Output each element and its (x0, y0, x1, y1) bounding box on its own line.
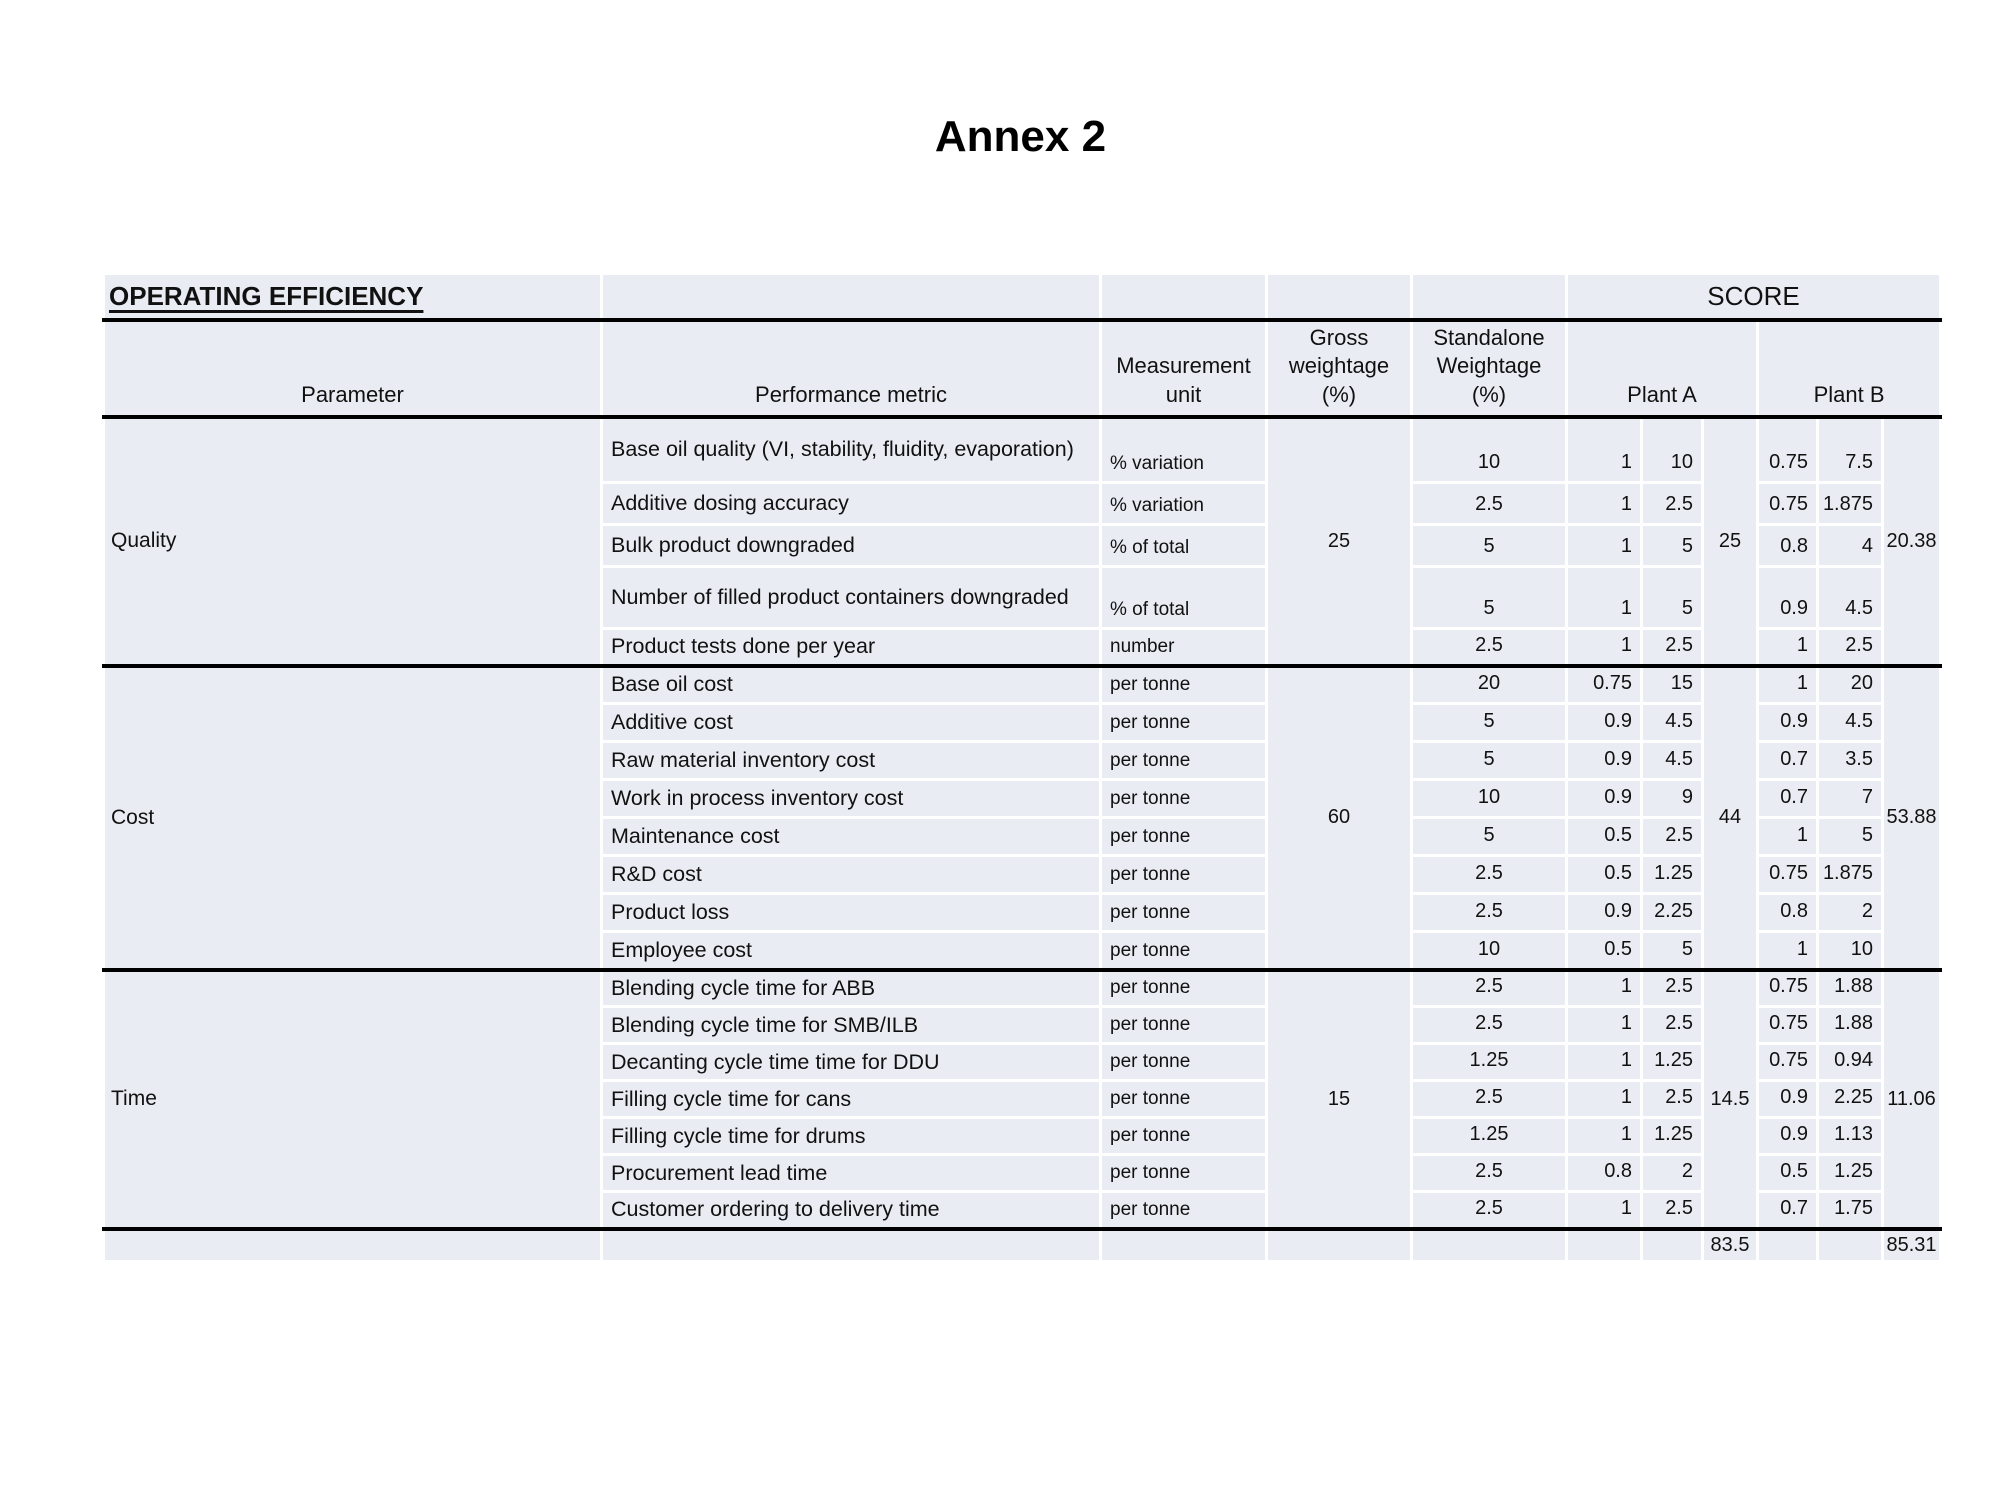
plant-b-score-cell: 2 (1818, 894, 1883, 932)
gross-weightage-cell: 60 (1267, 666, 1412, 970)
empty-cell (1758, 1229, 1818, 1262)
plant-a-score-cell: 4.5 (1642, 742, 1703, 780)
plant-a-rating-cell: 1 (1567, 1192, 1642, 1229)
standalone-weightage-cell: 10 (1412, 932, 1567, 970)
parameter-group-cell: Quality (104, 417, 602, 666)
plant-b-score-cell: 1.75 (1818, 1192, 1883, 1229)
plant-a-score-cell: 2.5 (1642, 970, 1703, 1007)
empty-cell (1267, 274, 1412, 320)
parameter-group-cell: Cost (104, 666, 602, 970)
parameter-group-cell: Time (104, 970, 602, 1229)
plant-a-subtotal-cell: 14.5 (1703, 970, 1758, 1229)
performance-metric-cell: Additive cost (602, 704, 1101, 742)
table-row (104, 970, 1941, 1007)
col-header-parameter: Parameter (104, 320, 602, 417)
table-header-row (104, 320, 1941, 417)
performance-metric-cell: Decanting cycle time time for DDU (602, 1044, 1101, 1081)
empty-cell (1101, 1229, 1267, 1262)
plant-a-rating-cell: 0.9 (1567, 780, 1642, 818)
measurement-unit-cell: % variation (1101, 483, 1267, 525)
plant-a-rating-cell: 0.5 (1567, 856, 1642, 894)
plant-b-rating-cell: 1 (1758, 629, 1818, 666)
plant-a-score-cell: 2 (1642, 1155, 1703, 1192)
measurement-unit-cell: per tonne (1101, 1192, 1267, 1229)
standalone-weightage-cell: 2.5 (1412, 1007, 1567, 1044)
plant-b-score-cell: 2.5 (1818, 629, 1883, 666)
plant-a-rating-cell: 0.9 (1567, 742, 1642, 780)
measurement-unit-cell: per tonne (1101, 742, 1267, 780)
plant-b-subtotal-cell: 20.38 (1883, 417, 1941, 666)
plant-b-score-cell: 1.875 (1818, 856, 1883, 894)
plant-b-rating-cell: 0.9 (1758, 567, 1818, 629)
plant-b-subtotal-cell: 11.06 (1883, 970, 1941, 1229)
score-table (102, 272, 1942, 1263)
col-header-gross-weightage: Gross weightage (%) (1267, 320, 1412, 417)
measurement-unit-cell: per tonne (1101, 1155, 1267, 1192)
plant-a-score-cell: 15 (1642, 666, 1703, 704)
plant-b-score-cell: 1.25 (1818, 1155, 1883, 1192)
plant-b-rating-cell: 0.75 (1758, 483, 1818, 525)
performance-metric-cell: Blending cycle time for ABB (602, 970, 1101, 1007)
score-heading: SCORE (1567, 274, 1941, 320)
empty-cell (1642, 1229, 1703, 1262)
plant-b-score-cell: 7.5 (1818, 417, 1883, 483)
plant-a-score-cell: 2.5 (1642, 629, 1703, 666)
plant-b-score-cell: 2.25 (1818, 1081, 1883, 1118)
plant-a-score-cell: 2.5 (1642, 1081, 1703, 1118)
standalone-weightage-cell: 2.5 (1412, 1155, 1567, 1192)
measurement-unit-cell: number (1101, 629, 1267, 666)
standalone-weightage-cell: 10 (1412, 417, 1567, 483)
plant-a-rating-cell: 1 (1567, 1081, 1642, 1118)
plant-b-rating-cell: 0.9 (1758, 1118, 1818, 1155)
standalone-weightage-cell: 2.5 (1412, 1192, 1567, 1229)
plant-b-rating-cell: 0.75 (1758, 970, 1818, 1007)
plant-b-score-cell: 4.5 (1818, 567, 1883, 629)
performance-metric-cell: Filling cycle time for cans (602, 1081, 1101, 1118)
plant-a-rating-cell: 0.8 (1567, 1155, 1642, 1192)
plant-b-score-cell: 1.875 (1818, 483, 1883, 525)
plant-b-rating-cell: 0.75 (1758, 1044, 1818, 1081)
standalone-weightage-cell: 5 (1412, 742, 1567, 780)
performance-metric-cell: Base oil cost (602, 666, 1101, 704)
col-header-standalone-weightage: Standalone Weightage (%) (1412, 320, 1567, 417)
plant-a-rating-cell: 0.75 (1567, 666, 1642, 704)
measurement-unit-cell: per tonne (1101, 704, 1267, 742)
measurement-unit-cell: per tonne (1101, 666, 1267, 704)
plant-a-subtotal-cell: 44 (1703, 666, 1758, 970)
plant-a-score-cell: 10 (1642, 417, 1703, 483)
plant-a-grand-total: 83.5 (1703, 1229, 1758, 1262)
empty-cell (1567, 1229, 1642, 1262)
empty-cell (602, 274, 1101, 320)
measurement-unit-cell: per tonne (1101, 780, 1267, 818)
plant-a-score-cell: 1.25 (1642, 1044, 1703, 1081)
plant-b-rating-cell: 1 (1758, 932, 1818, 970)
table-row (104, 666, 1941, 704)
measurement-unit-cell: per tonne (1101, 1007, 1267, 1044)
plant-b-score-cell: 10 (1818, 932, 1883, 970)
measurement-unit-cell: per tonne (1101, 932, 1267, 970)
performance-metric-cell: Product tests done per year (602, 629, 1101, 666)
plant-a-score-cell: 2.5 (1642, 818, 1703, 856)
performance-metric-cell: Number of filled product containers downgraded (602, 567, 1101, 629)
empty-cell (1818, 1229, 1883, 1262)
plant-a-rating-cell: 1 (1567, 483, 1642, 525)
standalone-weightage-cell: 5 (1412, 818, 1567, 856)
plant-a-rating-cell: 1 (1567, 1118, 1642, 1155)
performance-metric-cell: Blending cycle time for SMB/ILB (602, 1007, 1101, 1044)
page-title: Annex 2 (934, 112, 1107, 161)
measurement-unit-cell: per tonne (1101, 970, 1267, 1007)
empty-cell (1267, 1229, 1412, 1262)
plant-b-rating-cell: 0.7 (1758, 742, 1818, 780)
plant-a-rating-cell: 1 (1567, 629, 1642, 666)
measurement-unit-cell: per tonne (1101, 1118, 1267, 1155)
plant-b-score-cell: 20 (1818, 666, 1883, 704)
plant-b-rating-cell: 0.7 (1758, 1192, 1818, 1229)
plant-b-rating-cell: 1 (1758, 666, 1818, 704)
plant-b-rating-cell: 0.75 (1758, 417, 1818, 483)
gross-weightage-cell: 15 (1267, 970, 1412, 1229)
performance-metric-cell: Product loss (602, 894, 1101, 932)
plant-a-rating-cell: 1 (1567, 525, 1642, 567)
col-header-measurement-unit: Measurement unit (1101, 320, 1267, 417)
plant-a-score-cell: 2.5 (1642, 483, 1703, 525)
empty-cell (1412, 274, 1567, 320)
plant-a-subtotal-cell: 25 (1703, 417, 1758, 666)
performance-metric-cell: Employee cost (602, 932, 1101, 970)
plant-b-rating-cell: 0.8 (1758, 525, 1818, 567)
plant-a-score-cell: 2.5 (1642, 1007, 1703, 1044)
performance-metric-cell: Procurement lead time (602, 1155, 1101, 1192)
measurement-unit-cell: per tonne (1101, 894, 1267, 932)
empty-cell (602, 1229, 1101, 1262)
plant-b-score-cell: 7 (1818, 780, 1883, 818)
plant-b-rating-cell: 0.8 (1758, 894, 1818, 932)
performance-metric-cell: Customer ordering to delivery time (602, 1192, 1101, 1229)
standalone-weightage-cell: 2.5 (1412, 856, 1567, 894)
standalone-weightage-cell: 1.25 (1412, 1118, 1567, 1155)
plant-b-score-cell: 4.5 (1818, 704, 1883, 742)
operating-efficiency-heading: OPERATING EFFICIENCY (104, 274, 602, 320)
plant-b-rating-cell: 0.75 (1758, 856, 1818, 894)
performance-metric-cell: Additive dosing accuracy (602, 483, 1101, 525)
plant-a-score-cell: 2.25 (1642, 894, 1703, 932)
standalone-weightage-cell: 2.5 (1412, 894, 1567, 932)
plant-a-rating-cell: 0.5 (1567, 932, 1642, 970)
plant-b-score-cell: 1.88 (1818, 1007, 1883, 1044)
performance-metric-cell: R&D cost (602, 856, 1101, 894)
grand-totals-row (104, 1229, 1941, 1262)
plant-b-score-cell: 0.94 (1818, 1044, 1883, 1081)
measurement-unit-cell: % variation (1101, 417, 1267, 483)
operating-efficiency-table (102, 272, 1942, 1263)
plant-a-rating-cell: 1 (1567, 417, 1642, 483)
measurement-unit-cell: % of total (1101, 525, 1267, 567)
plant-a-rating-cell: 0.9 (1567, 704, 1642, 742)
table-body (104, 274, 1941, 1262)
performance-metric-cell: Base oil quality (VI, stability, fluidity, evaporation) (602, 417, 1101, 483)
standalone-weightage-cell: 2.5 (1412, 483, 1567, 525)
col-header-plant-a: Plant A (1567, 320, 1758, 417)
standalone-weightage-cell: 5 (1412, 525, 1567, 567)
measurement-unit-cell: per tonne (1101, 1044, 1267, 1081)
plant-a-score-cell: 5 (1642, 567, 1703, 629)
performance-metric-cell: Work in process inventory cost (602, 780, 1101, 818)
gross-weightage-cell: 25 (1267, 417, 1412, 666)
performance-metric-cell: Maintenance cost (602, 818, 1101, 856)
standalone-weightage-cell: 5 (1412, 704, 1567, 742)
plant-a-rating-cell: 1 (1567, 1007, 1642, 1044)
plant-a-rating-cell: 0.9 (1567, 894, 1642, 932)
measurement-unit-cell: per tonne (1101, 818, 1267, 856)
plant-a-score-cell: 1.25 (1642, 856, 1703, 894)
plant-b-rating-cell: 0.7 (1758, 780, 1818, 818)
empty-cell (104, 1229, 602, 1262)
standalone-weightage-cell: 10 (1412, 780, 1567, 818)
performance-metric-cell: Bulk product downgraded (602, 525, 1101, 567)
plant-a-score-cell: 2.5 (1642, 1192, 1703, 1229)
col-header-plant-b: Plant B (1758, 320, 1941, 417)
plant-b-subtotal-cell: 53.88 (1883, 666, 1941, 970)
plant-a-rating-cell: 0.5 (1567, 818, 1642, 856)
standalone-weightage-cell: 2.5 (1412, 970, 1567, 1007)
plant-b-rating-cell: 1 (1758, 818, 1818, 856)
standalone-weightage-cell: 1.25 (1412, 1044, 1567, 1081)
plant-a-score-cell: 4.5 (1642, 704, 1703, 742)
plant-b-score-cell: 5 (1818, 818, 1883, 856)
plant-b-score-cell: 1.88 (1818, 970, 1883, 1007)
performance-metric-cell: Filling cycle time for drums (602, 1118, 1101, 1155)
measurement-unit-cell: % of total (1101, 567, 1267, 629)
plant-a-score-cell: 5 (1642, 525, 1703, 567)
plant-b-score-cell: 1.13 (1818, 1118, 1883, 1155)
plant-b-score-cell: 3.5 (1818, 742, 1883, 780)
standalone-weightage-cell: 2.5 (1412, 629, 1567, 666)
measurement-unit-cell: per tonne (1101, 1081, 1267, 1118)
standalone-weightage-cell: 5 (1412, 567, 1567, 629)
table-row (104, 417, 1941, 483)
plant-a-rating-cell: 1 (1567, 970, 1642, 1007)
plant-a-score-cell: 9 (1642, 780, 1703, 818)
plant-a-rating-cell: 1 (1567, 1044, 1642, 1081)
plant-a-score-cell: 1.25 (1642, 1118, 1703, 1155)
plant-b-score-cell: 4 (1818, 525, 1883, 567)
empty-cell (1101, 274, 1267, 320)
empty-cell (1412, 1229, 1567, 1262)
table-top-row (104, 274, 1941, 320)
measurement-unit-cell: per tonne (1101, 856, 1267, 894)
plant-b-rating-cell: 0.9 (1758, 704, 1818, 742)
plant-b-rating-cell: 0.75 (1758, 1007, 1818, 1044)
plant-b-grand-total: 85.31 (1883, 1229, 1941, 1262)
col-header-performance-metric: Performance metric (602, 320, 1101, 417)
plant-a-score-cell: 5 (1642, 932, 1703, 970)
plant-b-rating-cell: 0.9 (1758, 1081, 1818, 1118)
plant-b-rating-cell: 0.5 (1758, 1155, 1818, 1192)
plant-a-rating-cell: 1 (1567, 567, 1642, 629)
performance-metric-cell: Raw material inventory cost (602, 742, 1101, 780)
standalone-weightage-cell: 20 (1412, 666, 1567, 704)
standalone-weightage-cell: 2.5 (1412, 1081, 1567, 1118)
